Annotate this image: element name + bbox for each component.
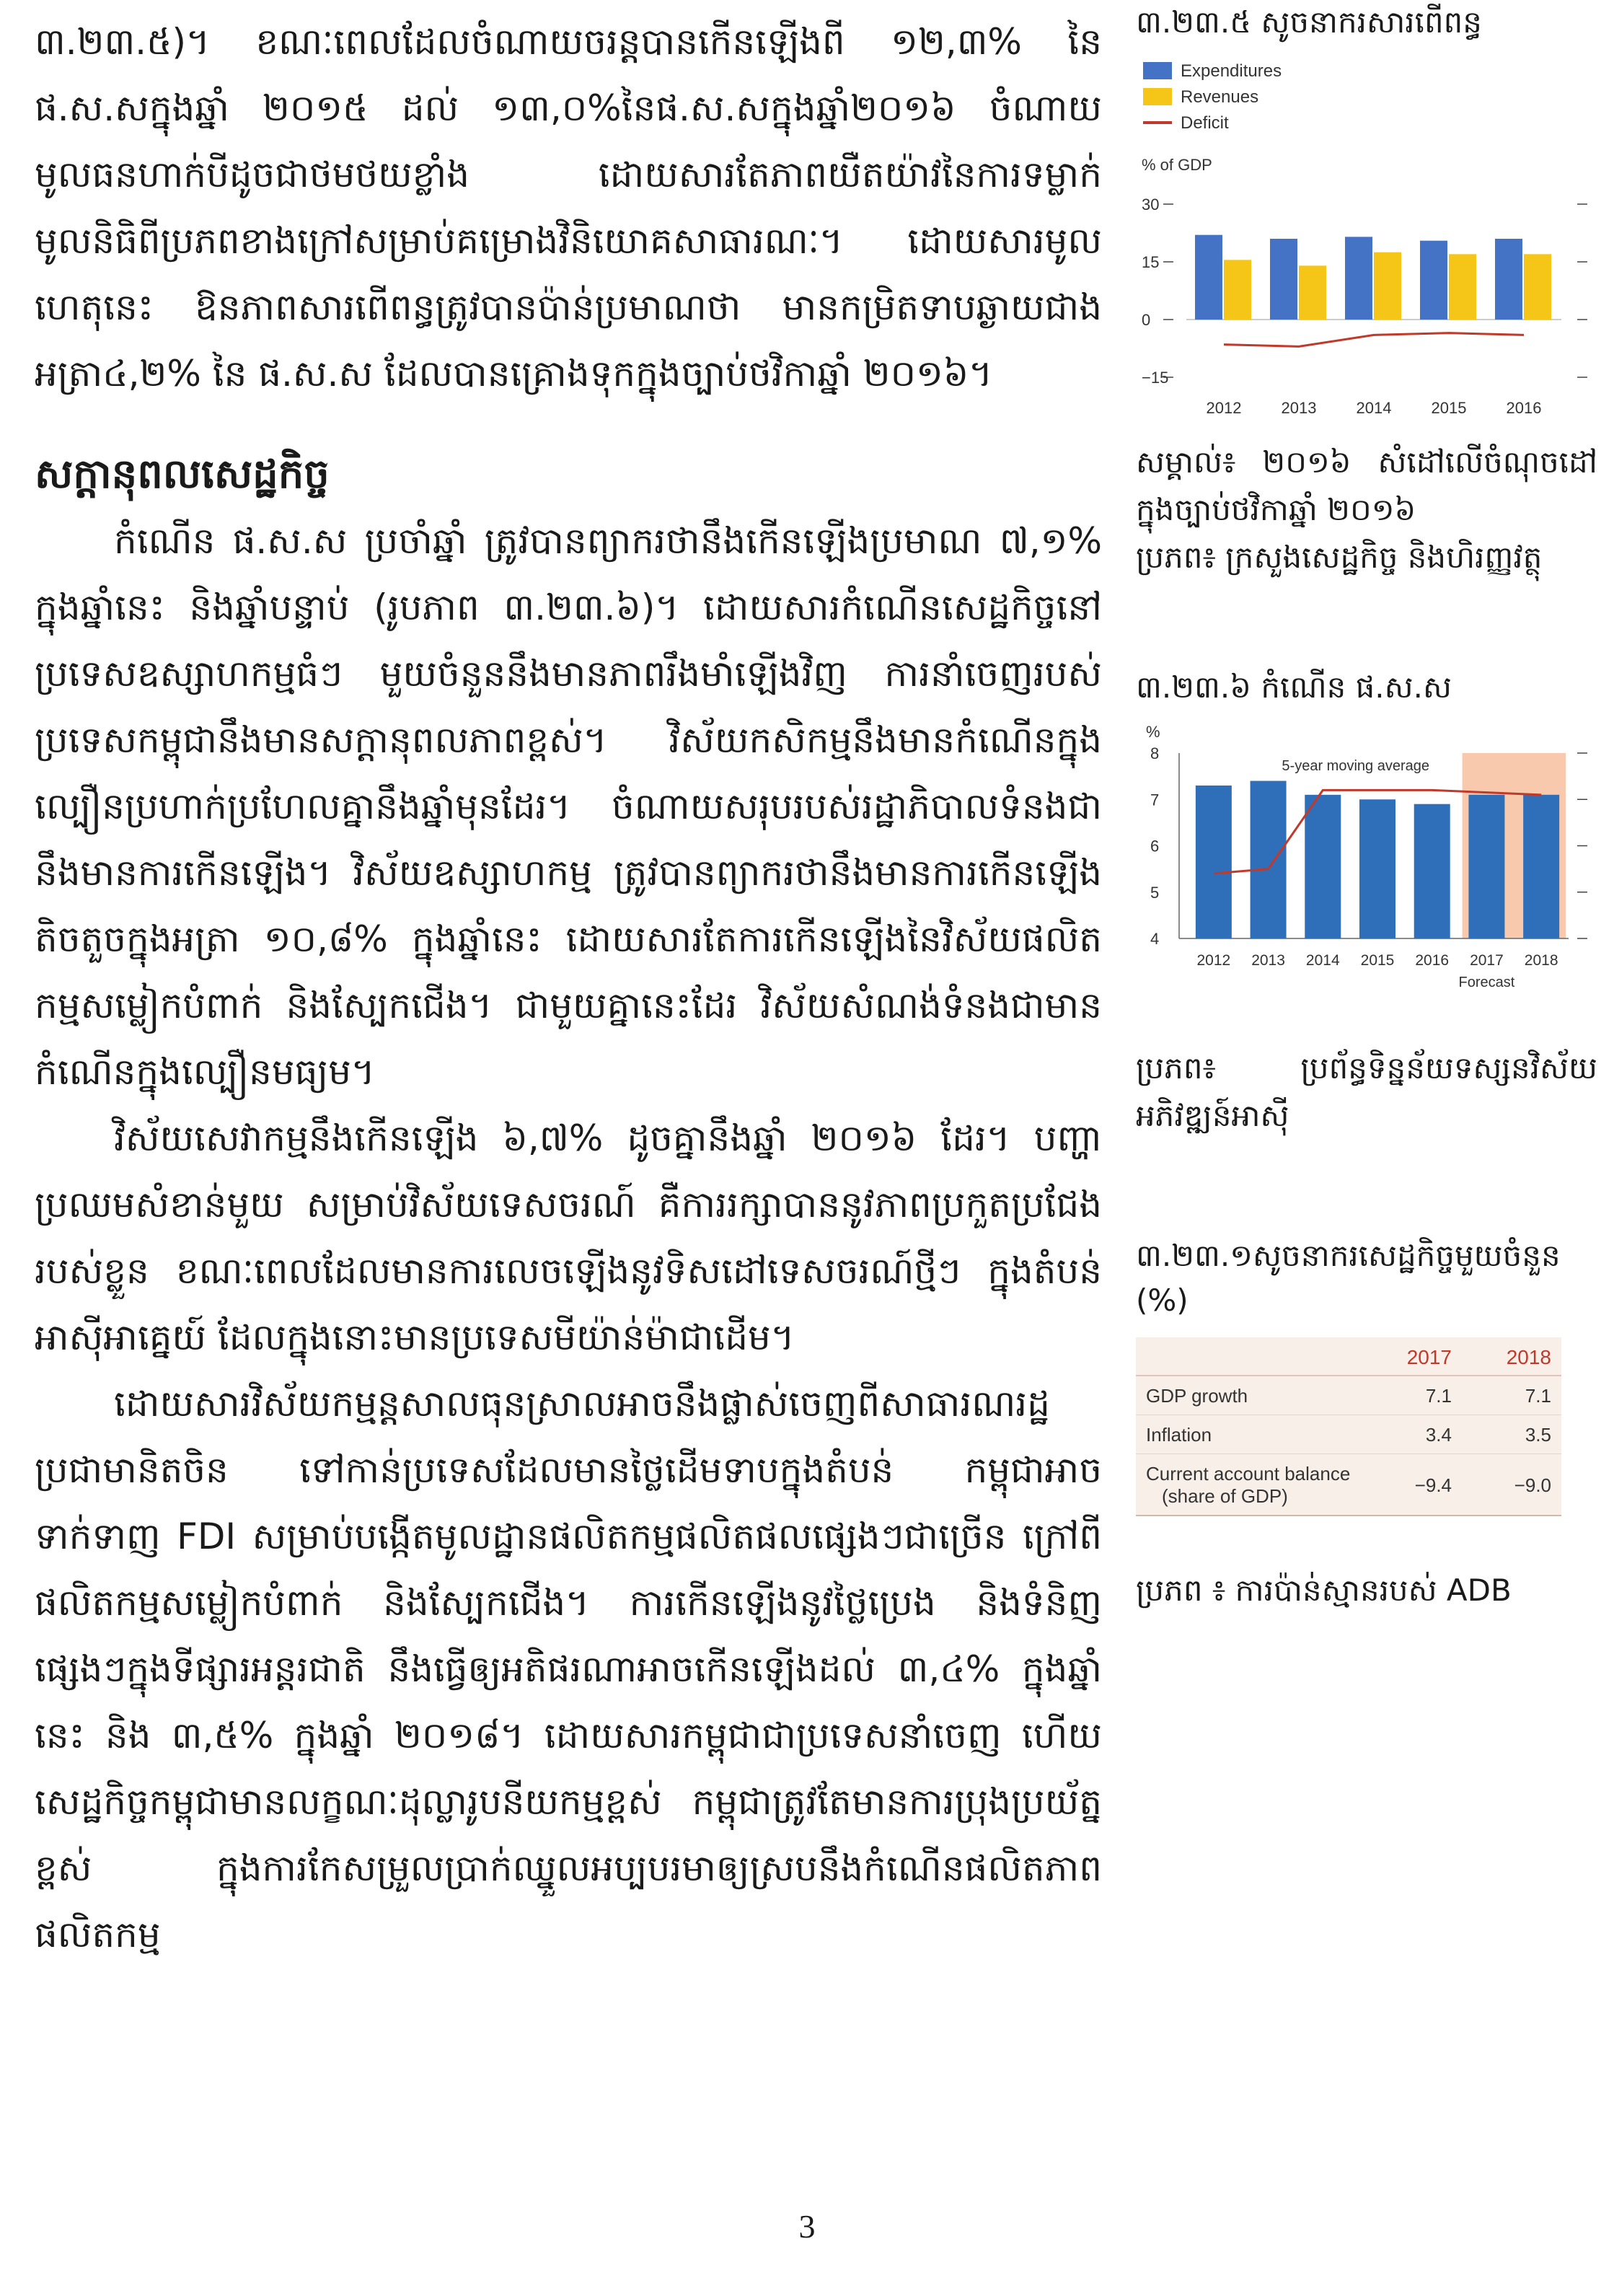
table-cell-value: −9.0 [1462, 1454, 1561, 1516]
bar-gdp-growth [1251, 781, 1287, 938]
table-row-label: GDP growth [1136, 1376, 1362, 1415]
table-source: ប្រភព ៖ ការប៉ាន់ស្មានរបស់ ADB [1136, 1573, 1512, 1608]
y-tick-label: −15 [1142, 369, 1169, 387]
x-tick-label: 2015 [1360, 952, 1395, 969]
bar-revenues [1224, 260, 1251, 320]
legend-label-expenditures: Expenditures [1181, 61, 1282, 81]
table-header-year: 2018 [1462, 1337, 1561, 1376]
x-tick-label: 2012 [1206, 399, 1242, 417]
x-tick-label: 2016 [1506, 399, 1542, 417]
x-tick-label: 2012 [1196, 952, 1231, 969]
paragraph-fdi-inflation: ដោយសារវិស័យកម្មន្តសាលធុនស្រាលអាចនឹងផ្លាស់ចេញពីសាធារណរដ្ឋប្រជាមានិតចិន ទៅកាន់ប្រទេសដែលមានថ្លៃដើមទាបក្នុងតំបន់ កម្ពុជាអាចទាក់ទាញ FDI សម្រាប់បង្កើតមូលដ្ឋានផលិតកម្មផលិតផលផ្សេងៗជាច្រើន ក្រៅពីផលិតកម្មសម្លៀកបំពាក់ និងស្បែកជើង។ ការកើនឡើងនូវថ្លៃប្រេង និងទំនិញផ្សេងៗក្នុងទីផ្សារអន្តរជាតិ នឹងធ្វើឲ្យអតិផរណាអាចកើនឡើងដល់ ៣,៤% ក្នុងឆ្នាំនេះ និង ៣,៥% ក្នុងឆ្នាំ ២០១៨។ ដោយសារកម្ពុជាជាប្រទេសនាំចេញ ហើយសេដ្ឋកិច្ចកម្ពុជាមានលក្ខណៈដុល្លារូបនីយកម្មខ្ពស់ កម្ពុជាត្រូវតែមានការប្រុងប្រយ័ត្នខ្ពស់ ក្នុងការកែសម្រួលប្រាក់ឈ្នួលអប្បបរមាឲ្យស្របនឹងកំណើនផលិតភាពផលិតកម្ម [35, 1383, 1102, 1956]
bar-expenditures [1270, 239, 1297, 320]
table-row [1136, 1376, 1561, 1415]
y-tick-label: 8 [1150, 744, 1160, 762]
bar-revenues [1524, 254, 1551, 320]
sidebar [1136, 0, 1597, 1614]
paragraph-outlook: កំណើន ផ.ស.ស ប្រចាំឆ្នាំ ត្រូវបានព្យាករថានឹងកើនឡើងប្រមាណ ៧,១% ក្នុងឆ្នាំនេះ និងឆ្នាំបន្ទាប់ (រូបភាព ៣.២៣.៦)។ ដោយសារកំណើនសេដ្ឋកិច្ចនៅប្រទេសឧស្សាហកម្មធំៗ មួយចំនួននឹងមានភាពរឹងមាំឡើងវិញ ការនាំចេញរបស់ប្រទេសកម្ពុជានឹងមានសក្ដានុពលភាពខ្ពស់។ វិស័យកសិកម្មនឹងមានកំណើនក្នុងល្បឿនប្រហាក់ប្រហែលគ្នានឹងឆ្នាំមុនដែរ។ ចំណាយសរុបរបស់រដ្ឋាភិបាលទំនងជានឹងមានការកើនឡើង។ វិស័យឧស្សាហកម្ម ត្រូវបានព្យាករថានឹងមានការកើនឡើងតិចតួចក្នុងអត្រា ១០,៨% ក្នុងឆ្នាំនេះ ដោយសារតែការកើនឡើងនៃវិស័យផលិតកម្មសម្លៀកបំពាក់ និងស្បែកជើង។ ជាមួយគ្នានេះដែរ វិស័យសំណង់ទំនងជាមានកំណើនក្នុងល្បឿនមធ្យម។ [35, 520, 1102, 1093]
x-tick-label: 2014 [1356, 399, 1392, 417]
figure-2-source: ប្រភព៖ ប្រព័ន្ធទិន្នន័យទស្សនវិស័យអភិវឌ្ឍន៍អាស៊ី [1136, 1050, 1597, 1133]
table-cell-value: 7.1 [1462, 1376, 1561, 1415]
table-cell-value: 7.1 [1362, 1376, 1462, 1415]
deficit-line [1224, 333, 1524, 347]
bar-revenues [1374, 252, 1401, 320]
table-row-label: Current account balance (share of GDP) [1136, 1454, 1362, 1516]
bar-revenues [1299, 265, 1326, 320]
page-number: 3 [798, 2208, 816, 2245]
table-row [1136, 1415, 1561, 1454]
bar-gdp-growth [1468, 795, 1504, 938]
y-tick-label: 4 [1150, 930, 1160, 948]
gdp-growth-chart [1136, 718, 1597, 993]
y-tick-label: 5 [1150, 883, 1160, 902]
x-tick-label: 2016 [1415, 952, 1450, 969]
figure-1-note: សម្គាល់៖ ២០១៦ សំដៅលើចំណុចដៅក្នុងច្បាប់ថវិកាឆ្នាំ ២០១៦ [1136, 444, 1597, 527]
x-tick-label: 2014 [1305, 952, 1340, 969]
bar-revenues [1449, 254, 1476, 320]
forecast-label: Forecast [1458, 975, 1515, 990]
y-axis-label: % [1146, 723, 1160, 741]
bar-gdp-growth [1359, 799, 1395, 938]
legend-label-deficit: Deficit [1181, 113, 1229, 133]
bar-gdp-growth [1305, 795, 1341, 938]
y-tick-label: 0 [1142, 311, 1151, 329]
moving-average-annotation: 5-year moving average [1282, 758, 1429, 774]
x-tick-label: 2013 [1281, 399, 1317, 417]
section-heading: សក្ដានុពលសេដ្ឋកិច្ច [35, 451, 330, 498]
bar-gdp-growth [1414, 804, 1450, 938]
y-tick-label: 30 [1142, 195, 1160, 214]
y-tick-label: 7 [1150, 791, 1160, 809]
table-cell-value: 3.4 [1362, 1415, 1462, 1454]
x-tick-label: 2013 [1251, 952, 1285, 969]
table-caption: ៣.២៣.១សូចនាករសេដ្ឋកិច្ចមួយចំនួន (%) [1136, 1238, 1561, 1318]
bar-gdp-growth [1196, 786, 1232, 938]
table-cell-value: 3.5 [1462, 1415, 1561, 1454]
table-header-row [1136, 1337, 1561, 1376]
x-tick-label: 2018 [1524, 952, 1558, 969]
paragraph-services: វិស័យសេវាកម្មនឹងកើនឡើង ៦,៧% ដូចគ្នានឹងឆ្នាំ ២០១៦ ដែរ។ បញ្ហាប្រឈមសំខាន់មួយ សម្រាប់វិស័យទេសចរណ៍ គឺការរក្សាបាននូវភាពប្រកួតប្រជែងរបស់ខ្លួន ខណៈពេលដែលមានការលេចឡើងនូវទិសដៅទេសចរណ៍ថ្មីៗ ក្នុងតំបន់អាស៊ីអាគ្នេយ៍ ដែលក្នុងនោះមានប្រទេសមីយ៉ាន់ម៉ាជាដើម។ [35, 1117, 1102, 1358]
legend-swatch-revenues [1143, 88, 1172, 105]
y-axis-label: % of GDP [1142, 156, 1212, 174]
figure-2-caption: ៣.២៣.៦ កំណើន ផ.ស.ស [1136, 669, 1452, 705]
y-tick-label: 15 [1142, 253, 1160, 271]
x-tick-label: 2017 [1470, 952, 1504, 969]
figure-1-caption: ៣.២៣.៥ សូចនាករសារពើពន្ធ [1136, 4, 1482, 40]
bar-expenditures [1420, 241, 1447, 320]
paragraph-fiscal: ៣.២៣.៥)។ ខណៈពេលដែលចំណាយចរន្តបានកើនឡើងពី ១២,៣% នៃ ផ.ស.សក្នុងឆ្នាំ ២០១៥ ដល់ ១៣,០%នៃផ.ស.សក្នុងឆ្នាំ២០១៦ ចំណាយមូលធនហាក់បីដូចជាថមថយខ្លាំង ដោយសារតែភាពយឺតយ៉ាវនៃការទម្លាក់មូលនិធិពីប្រភពខាងក្រៅសម្រាប់គម្រោងវិនិយោគសាធារណៈ។ ដោយសារមូលហេតុនេះ ឱនភាពសារពើពន្ធត្រូវបានប៉ាន់ប្រមាណថា មានកម្រិតទាបឆ្ងាយជាងអត្រា៤,២% នៃ ផ.ស.ស ដែលបានគ្រោងទុកក្នុងច្បាប់ថវិកាឆ្នាំ ២០១៦។ [35, 21, 1102, 395]
table-cell-value: −9.4 [1362, 1454, 1462, 1516]
bar-expenditures [1195, 235, 1222, 320]
table-row [1136, 1454, 1561, 1516]
bar-expenditures [1495, 239, 1522, 320]
main-text-column [35, 0, 1102, 1968]
economic-indicators-table [1136, 1337, 1561, 1516]
table-row-label: Inflation [1136, 1415, 1362, 1454]
figure-1-source: ប្រភព៖ ក្រសួងសេដ្ឋកិច្ច និងហិរញ្ញវត្ថុ [1136, 540, 1543, 575]
bar-expenditures [1345, 237, 1372, 320]
legend-swatch-expenditures [1143, 62, 1172, 79]
fiscal-indicators-chart [1136, 49, 1597, 424]
table-header-blank [1136, 1337, 1362, 1376]
bar-gdp-growth [1523, 795, 1559, 938]
x-tick-label: 2015 [1431, 399, 1467, 417]
y-tick-label: 6 [1150, 837, 1160, 855]
table-header-year: 2017 [1362, 1337, 1462, 1376]
legend-label-revenues: Revenues [1181, 87, 1259, 107]
